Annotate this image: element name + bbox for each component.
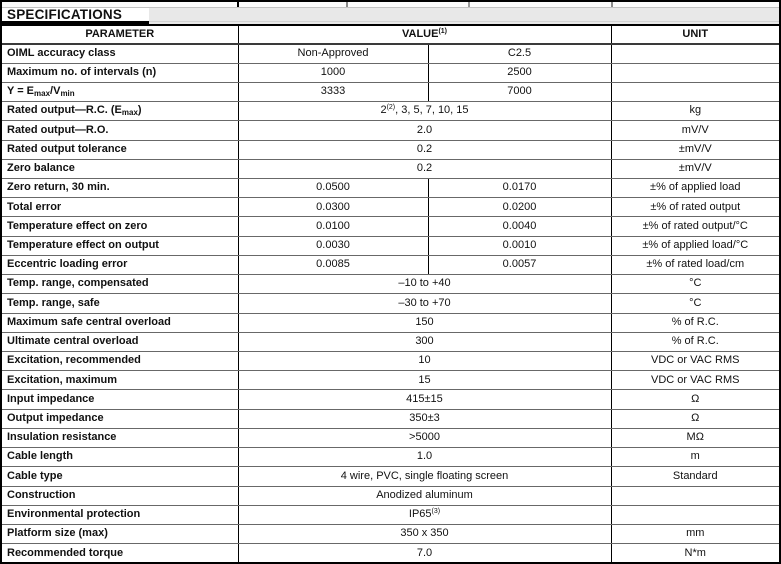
spec-row xyxy=(2,159,779,178)
spec-row xyxy=(2,486,779,505)
column-header-value: VALUE$^{(1)}$ xyxy=(238,25,611,44)
unit-cell: mm xyxy=(611,524,779,543)
unit-cell: Ω xyxy=(611,409,779,428)
unit-cell: VDC or VAC RMS xyxy=(611,352,779,371)
unit-cell: °C xyxy=(611,275,779,294)
unit-cell: ±mV/V xyxy=(611,140,779,159)
value-cell: 2.0 xyxy=(238,121,611,140)
spec-row xyxy=(2,217,779,236)
spec-row xyxy=(2,294,779,313)
value-cell: 3333 xyxy=(238,82,428,101)
parameter-cell: Eccentric loading error xyxy=(2,255,238,274)
value-cell: 2500 xyxy=(428,63,611,82)
unit-cell: ±% of rated load/cm xyxy=(611,255,779,274)
unit-cell: ±% of rated output xyxy=(611,198,779,217)
heading-rule xyxy=(149,21,779,22)
unit-cell: N*m xyxy=(611,544,779,563)
parameter-cell: Cable type xyxy=(2,467,238,486)
spec-row xyxy=(2,63,779,82)
unit-cell: kg xyxy=(611,102,779,121)
value-cell: 7.0 xyxy=(416,546,433,559)
spec-row xyxy=(2,352,779,371)
parameter-cell: OIML accuracy class xyxy=(2,44,238,63)
parameter-cell: Rated output—R.C. $(E_{max})$ xyxy=(2,102,238,121)
value-cell: 1.0 xyxy=(238,448,611,467)
parameter-cell: Insulation resistance xyxy=(2,428,238,447)
specifications-table xyxy=(2,24,779,563)
spec-row xyxy=(2,44,779,63)
section-heading xyxy=(2,8,149,24)
unit-cell: VDC or VAC RMS xyxy=(611,371,779,390)
spec-row xyxy=(2,371,779,390)
value-cell: 0.0010 xyxy=(428,236,611,255)
unit-cell xyxy=(611,82,779,101)
unit-cell: mV/V xyxy=(611,121,779,140)
parameter-cell: Excitation, maximum xyxy=(2,371,238,390)
value-cell: –30 to +70 xyxy=(238,294,611,313)
value-cell: Anodized aluminum xyxy=(238,486,611,505)
spec-row xyxy=(2,409,779,428)
unit-cell: Ω xyxy=(611,390,779,409)
spec-row xyxy=(2,198,779,217)
unit-cell: % of R.C. xyxy=(611,332,779,351)
spec-row xyxy=(2,255,779,274)
spec-row xyxy=(2,544,779,563)
spec-row xyxy=(2,275,779,294)
spec-row xyxy=(2,140,779,159)
divider-tick xyxy=(611,2,613,7)
value-cell: 0.0500 xyxy=(238,179,428,198)
spec-row xyxy=(2,448,779,467)
unit-cell: ±% of applied load/°C xyxy=(611,236,779,255)
value-cell: 0.0100 xyxy=(238,217,428,236)
value-cell: 0.0170 xyxy=(428,179,611,198)
parameter-cell: Excitation, recommended xyxy=(2,352,238,371)
value-cell: 415±15 xyxy=(238,390,611,409)
value-cell: 2$^{(2)}$, 3, 5, 7, 10, 15 xyxy=(238,102,611,121)
column-header-parameter: PARAMETER xyxy=(2,25,238,44)
value-cell: 0.0300 xyxy=(238,198,428,217)
heading-band xyxy=(2,8,779,24)
parameter-cell: Construction xyxy=(2,486,238,505)
spec-row xyxy=(2,313,779,332)
unit-cell xyxy=(611,505,779,524)
parameter-cell: Environmental protection xyxy=(2,505,238,524)
unit-cell: ±% of rated output/°C xyxy=(611,217,779,236)
value-cell: 300 xyxy=(238,332,611,351)
value-cell: 0.0200 xyxy=(428,198,611,217)
spec-row xyxy=(2,179,779,198)
value-cell: 0.2 xyxy=(238,140,611,159)
header-row xyxy=(2,25,779,44)
parameter-cell: Total error xyxy=(2,198,238,217)
unit-cell: m xyxy=(611,448,779,467)
parameter-cell: Output impedance xyxy=(2,409,238,428)
column-header-unit: UNIT xyxy=(611,25,779,44)
value-cell: 0.0057 xyxy=(428,255,611,274)
unit-cell: ±% of applied load xyxy=(611,179,779,198)
parameter-cell: Input impedance xyxy=(2,390,238,409)
unit-cell: ±mV/V xyxy=(611,159,779,178)
spec-row xyxy=(2,82,779,101)
unit-cell xyxy=(611,63,779,82)
value-cell: 0.2 xyxy=(238,159,611,178)
unit-cell: MΩ xyxy=(611,428,779,447)
parameter-cell: Temp. range, safe xyxy=(2,294,238,313)
page-title: SPECIFICATIONS xyxy=(7,7,123,22)
spec-row xyxy=(2,428,779,447)
parameter-cell: Cable length xyxy=(2,448,238,467)
divider-tick xyxy=(237,2,239,7)
spec-row xyxy=(2,332,779,351)
value-cell: IP65$^{(3)}$ xyxy=(238,505,611,524)
table-body xyxy=(2,44,779,563)
value-cell: >5000 xyxy=(238,428,611,447)
spec-row xyxy=(2,505,779,524)
parameter-cell: Zero balance xyxy=(2,159,238,178)
unit-cell xyxy=(611,44,779,63)
divider-tick xyxy=(468,2,470,7)
parameter-cell: Rated output—R.O. xyxy=(2,121,238,140)
parameter-cell: Temperature effect on zero xyxy=(2,217,238,236)
spec-row xyxy=(2,524,779,543)
unit-cell: % of R.C. xyxy=(611,313,779,332)
parameter-cell: Ultimate central overload xyxy=(2,332,238,351)
unit-cell xyxy=(611,486,779,505)
parameter-cell: Maximum safe central overload xyxy=(2,313,238,332)
parameter-cell: Zero return, 30 min. xyxy=(2,179,238,198)
divider-tick xyxy=(346,2,348,7)
value-cell: 350 x 350 xyxy=(238,524,611,543)
value-cell: C2.5 xyxy=(428,44,611,63)
spec-row xyxy=(2,121,779,140)
value-cell: 0.0085 xyxy=(238,255,428,274)
spec-row xyxy=(2,102,779,121)
value-cell: 350±3 xyxy=(238,409,611,428)
value-cell: 4 wire, PVC, single floating screen xyxy=(238,467,611,486)
parameter-cell: Recommended torque xyxy=(2,544,238,563)
value-cell: 0.0030 xyxy=(238,236,428,255)
parameter-cell: Rated output tolerance xyxy=(2,140,238,159)
value-cell: –10 to +40 xyxy=(238,275,611,294)
parameter-cell: $Y = E_{max}/V_{min}$ xyxy=(2,82,238,101)
value-cell: 150 xyxy=(238,313,611,332)
parameter-cell: Maximum no. of intervals (n) xyxy=(2,63,238,82)
spec-row xyxy=(2,390,779,409)
unit-cell: °C xyxy=(611,294,779,313)
spec-row xyxy=(2,467,779,486)
value-cell: 7000 xyxy=(428,82,611,101)
value-cell: Non-Approved xyxy=(238,44,428,63)
value-cell: 0.0040 xyxy=(428,217,611,236)
parameter-cell: Platform size (max) xyxy=(2,524,238,543)
value-cell: 10 xyxy=(238,352,611,371)
unit-cell: Standard xyxy=(611,467,779,486)
value-cell: 15 xyxy=(238,371,611,390)
parameter-cell: Temp. range, compensated xyxy=(2,275,238,294)
parameter-cell: Temperature effect on output xyxy=(2,236,238,255)
spec-row xyxy=(2,236,779,255)
value-cell: 1000 xyxy=(238,63,428,82)
